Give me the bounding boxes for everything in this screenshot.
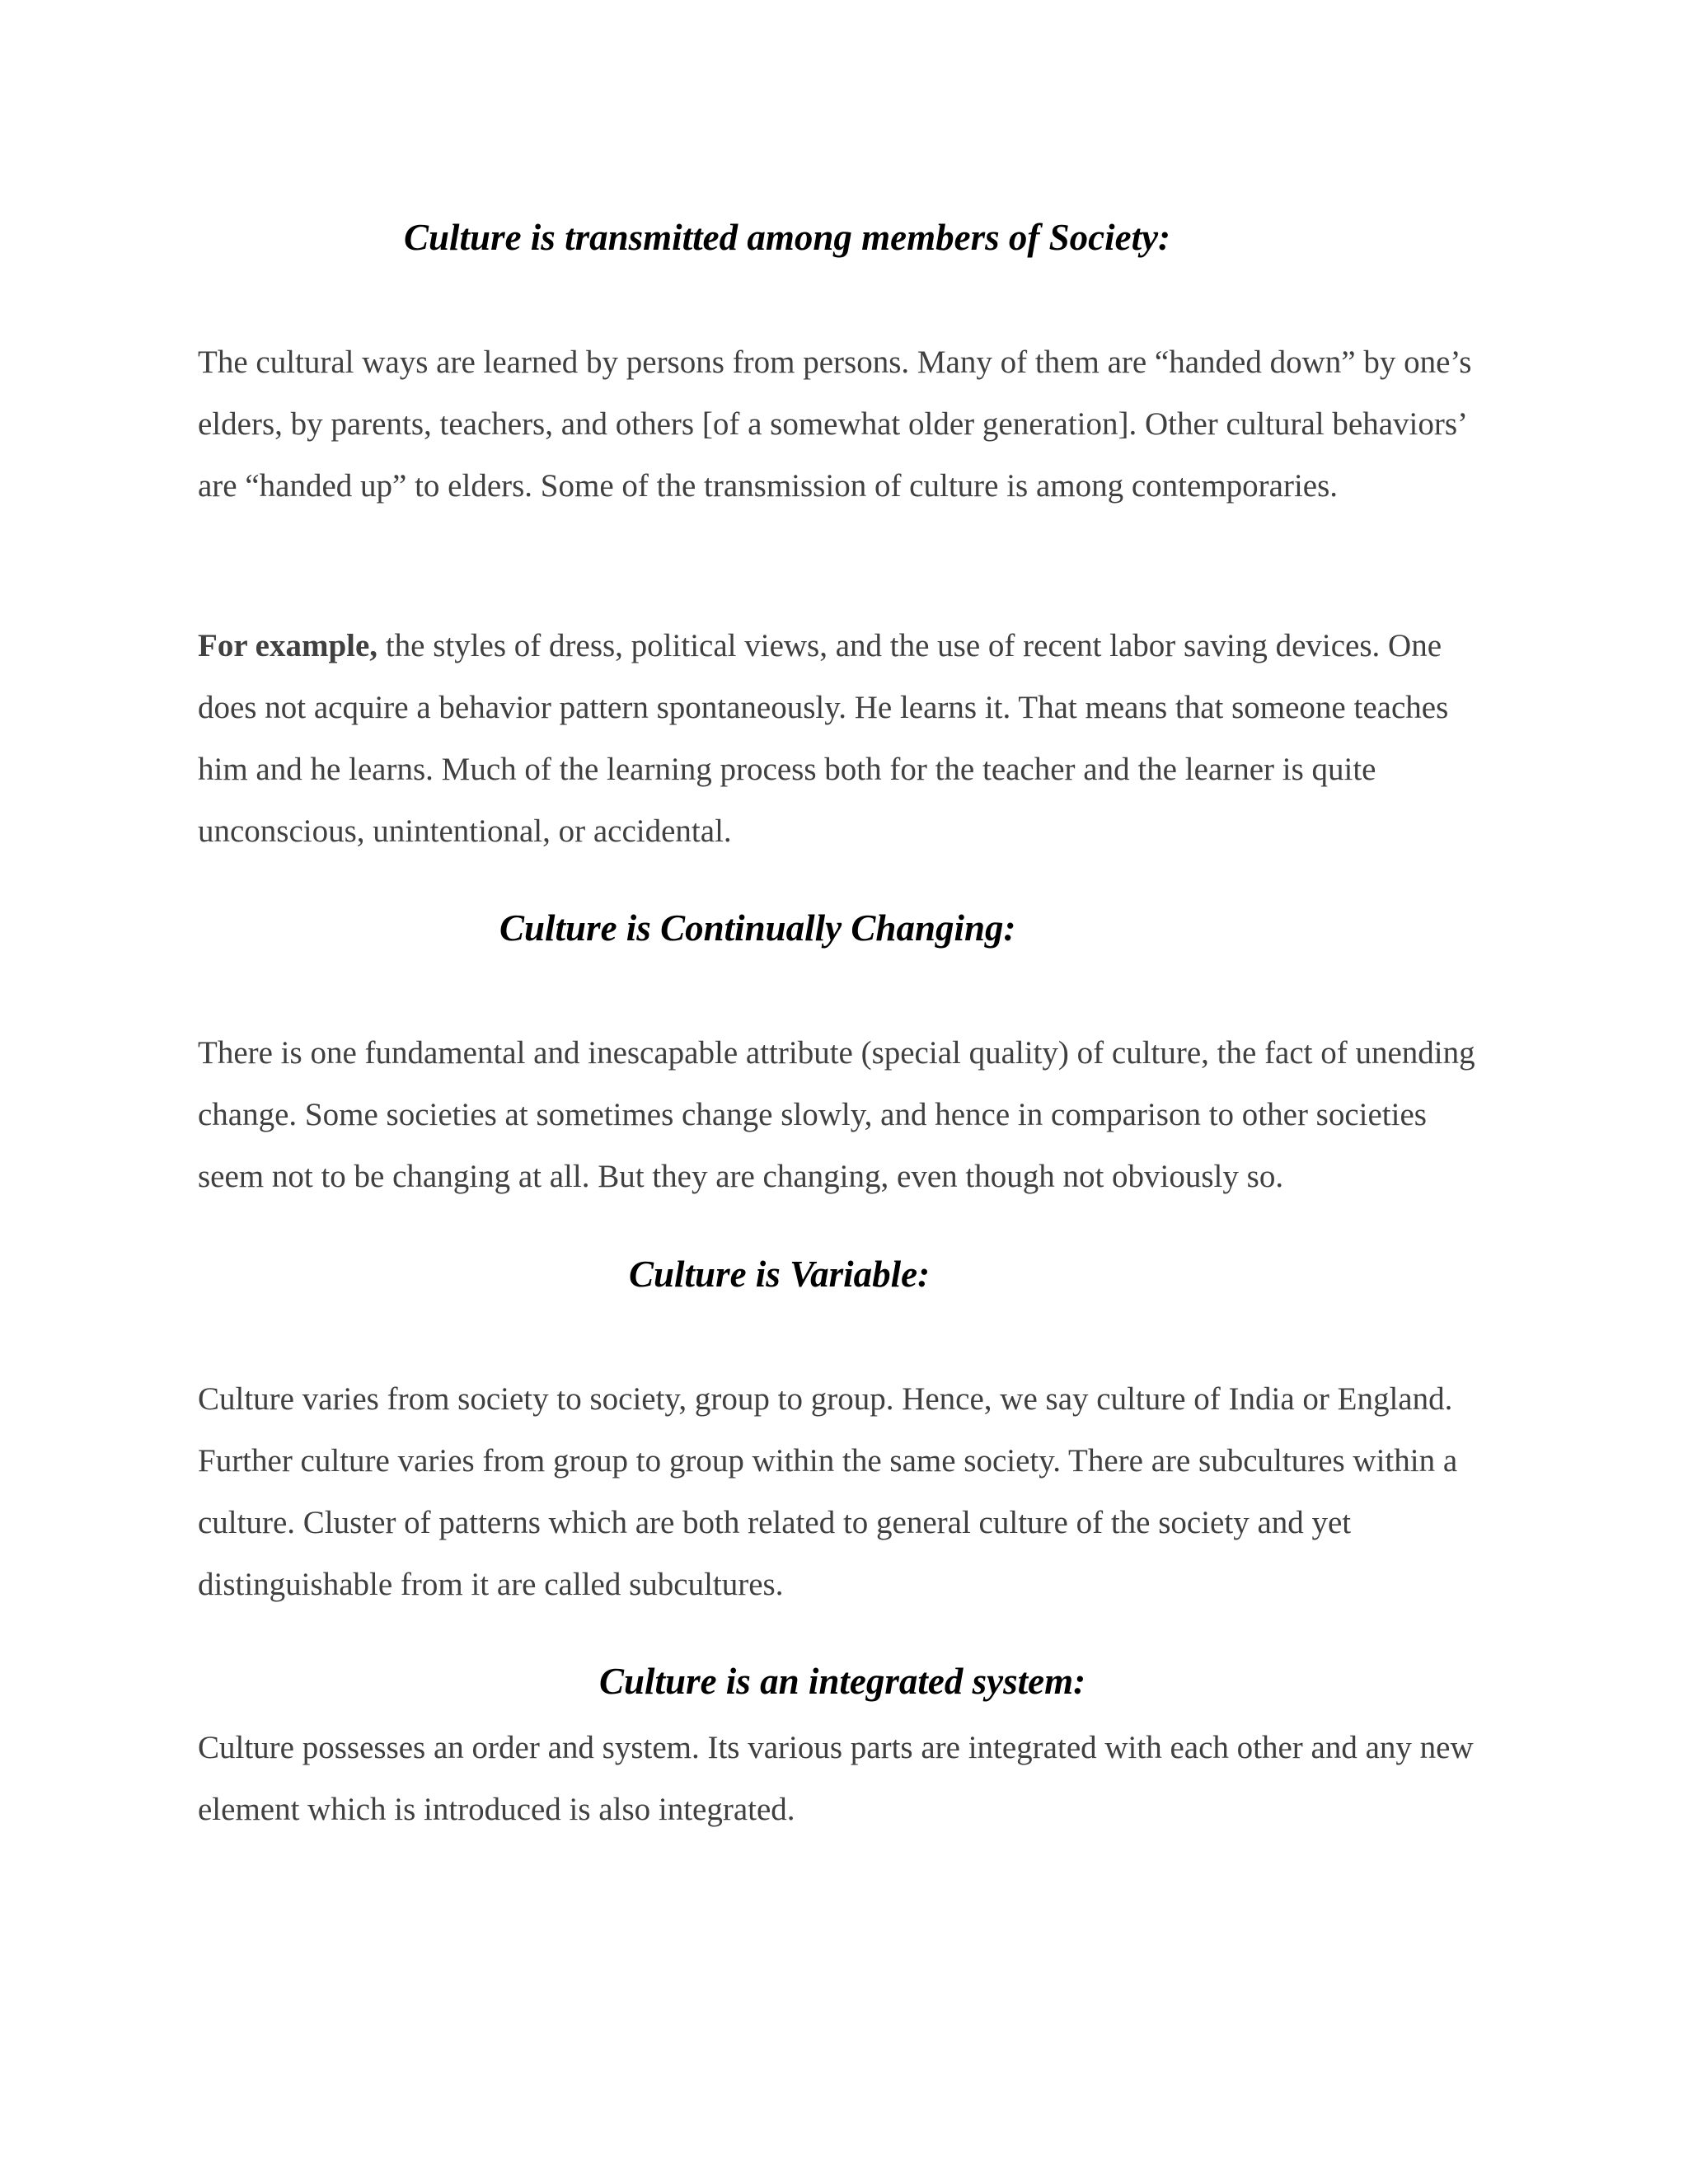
section-heading-transmitted: Culture is transmitted among members of Society: bbox=[404, 217, 1171, 258]
paragraph-transmission: The cultural ways are learned by persons from persons. Many of them are “handed down” by one’s elders, by parents, teachers, and others [of a somewhat older generation]. Other cultural behaviors’ are “handed up” to elders. Some of the transmission of culture is among contemporaries. bbox=[198, 344, 1472, 504]
paragraph-changing: There is one fundamental and inescapable attribute (special quality) of culture, the fact of unending change. Some societies at sometimes change slowly, and hence in comparison to other societies seem not to be changing at all. But they are changing, even though not obviously so. bbox=[198, 1035, 1475, 1194]
paragraph-example bbox=[198, 615, 1500, 862]
paragraph-integrated: Culture possesses an order and system. Its various parts are integrated with each other and any new element which is introduced is also integrated. bbox=[198, 1730, 1474, 1827]
paragraph-variable: Culture varies from society to society, group to group. Hence, we say culture of India or England. Further culture varies from group to group within the same society. There are subcultures within a culture. Cluster of patterns which are both related to general culture of the society and yet distinguishable from it are called subcultures. bbox=[198, 1381, 1458, 1602]
section-heading-variable: Culture is Variable: bbox=[629, 1254, 931, 1295]
example-lead: For example, bbox=[198, 628, 378, 663]
example-text: the styles of dress, political views, and the use of recent labor saving devices. One does not acquire a behavior pattern spontaneously. He learns it. That means that someone teaches him and he learns. Much of the learning process both for the teacher and the learner is quite unconscious, unintentional, or accidental. bbox=[198, 628, 1449, 849]
section-heading-integrated: Culture is an integrated system: bbox=[599, 1661, 1086, 1702]
section-heading-changing: Culture is Continually Changing: bbox=[499, 907, 1016, 949]
